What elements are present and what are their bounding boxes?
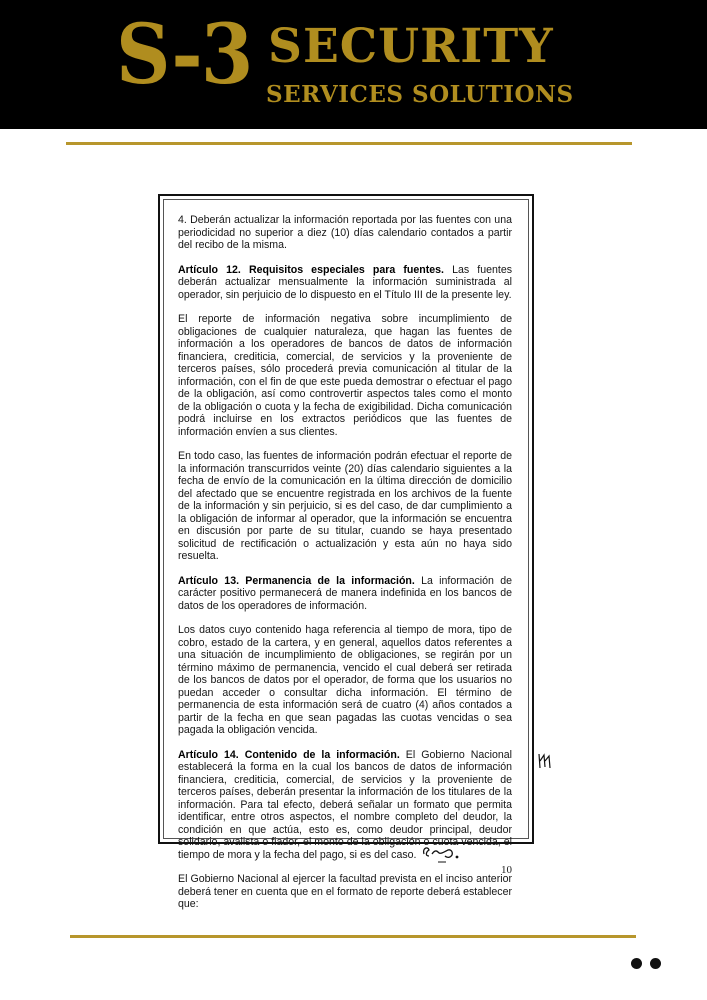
top-divider — [66, 142, 632, 145]
paragraph-permanence-term: Los datos cuyo contenido haga referencia al tiempo de mora, tipo de cobro, estado de la cartera, y en general, aquellos datos referentes a una situación de incumplimiento de obligaciones, se regirán por un término máximo de permanencia, vencido el cual deberá ser retirada de los bancos de datos por el operador, de forma que los usuarios no puedan acceder o consultar dicha información. El término de permanencia de esta información será de cuatro (4) años contados a partir de la fecha en que sean pagadas las cuotas vencidas o sea pagada la obligación vencida. — [178, 624, 512, 736]
article-12 — [178, 264, 512, 302]
logo-security-text: SECURITY — [268, 19, 554, 74]
document-body — [178, 214, 512, 923]
pagination-dot-icon — [631, 958, 642, 969]
signature-mark — [420, 838, 466, 868]
paragraph-government-format: El Gobierno Nacional al ejercer la facultad prevista en el inciso anterior deberá tener en cuenta que en el formato de reporte deberá establecer que: — [178, 873, 512, 910]
article-12-title: Artículo 12. Requisitos especiales para fuentes. — [178, 263, 444, 276]
pagination-dot-icon — [650, 958, 661, 969]
paragraph-reporting-period: En todo caso, las fuentes de información podrán efectuar el reporte de la información transcurridos veinte (20) días calendario siguientes a la fecha de envío de la comunicación en la última dirección de domicilio del afectado que se encuentre registrada en los archivos de la fuente de la información y sin perjuicio, si es del caso, de dar cumplimiento a la obligación de informar al operador, que la información se encuentra en discusión por parte de su titular, cuando se haya presentado solicitud de rectificación o actualización y esta aún no haya sido resuelta. — [178, 450, 512, 562]
article-14-title: Artículo 14. Contenido de la información. — [178, 748, 400, 761]
header-band — [0, 0, 707, 129]
logo-services-text: SERVICES SOLUTIONS — [266, 81, 574, 108]
logo-s3-text: S-3 — [116, 7, 252, 103]
initials-mark — [537, 752, 553, 770]
article-13-title: Artículo 13. Permanencia de la información. — [178, 574, 415, 587]
article-13-text: La información de carácter positivo permanecerá de manera indefinida en los bancos de datos de los operadores de información. — [178, 574, 512, 612]
paragraph-item-4: 4. Deberán actualizar la información reportada por las fuentes con una periodicidad no superior a diez (10) días calendario contados a partir del recibo de la misma. — [178, 214, 512, 251]
page-number: 10 — [501, 864, 512, 876]
bottom-divider — [70, 935, 636, 938]
article-12-text: Las fuentes deberán actualizar mensualmente la información suministrada al operador, sin perjuicio de lo dispuesto en el Título III de la presente ley. — [178, 263, 513, 301]
paragraph-negative-report: El reporte de información negativa sobre incumplimiento de obligaciones de cualquier naturaleza, que hagan las fuentes de información a los operadores de bancos de datos de información financiera, crediticia, comercial, de servicios y la proveniente de terceros países, sólo procederá previa comunicación al titular de la información, con el fin de que este pueda demostrar o efectuar el pago de la obligación, así como controvertir aspectos tales como el monto de la obligación o cuota y la fecha de exigibilidad. Dicha comunicación podrá incluirse en los extractos periódicos que las fuentes de información envíen a sus clientes. — [178, 313, 512, 438]
article-14-text: El Gobierno Nacional establecerá la forma en la cual los bancos de datos de información financiera, crediticia, comercial, de servicios y la proveniente de terceros países, deberán presentar la información de los titulares de la información. Para tal efecto, deberá señalar un formato que permita identificar, entre otros aspectos, el nombre completo del deudor, la condición en que actúa, esto es, como deudor principal, deudor solidario, avalista o fiador, el monto de la obligación o cuota vencida, el tiempo de mora y la fecha del pago, si es del caso. — [178, 748, 512, 861]
article-13 — [178, 575, 512, 613]
